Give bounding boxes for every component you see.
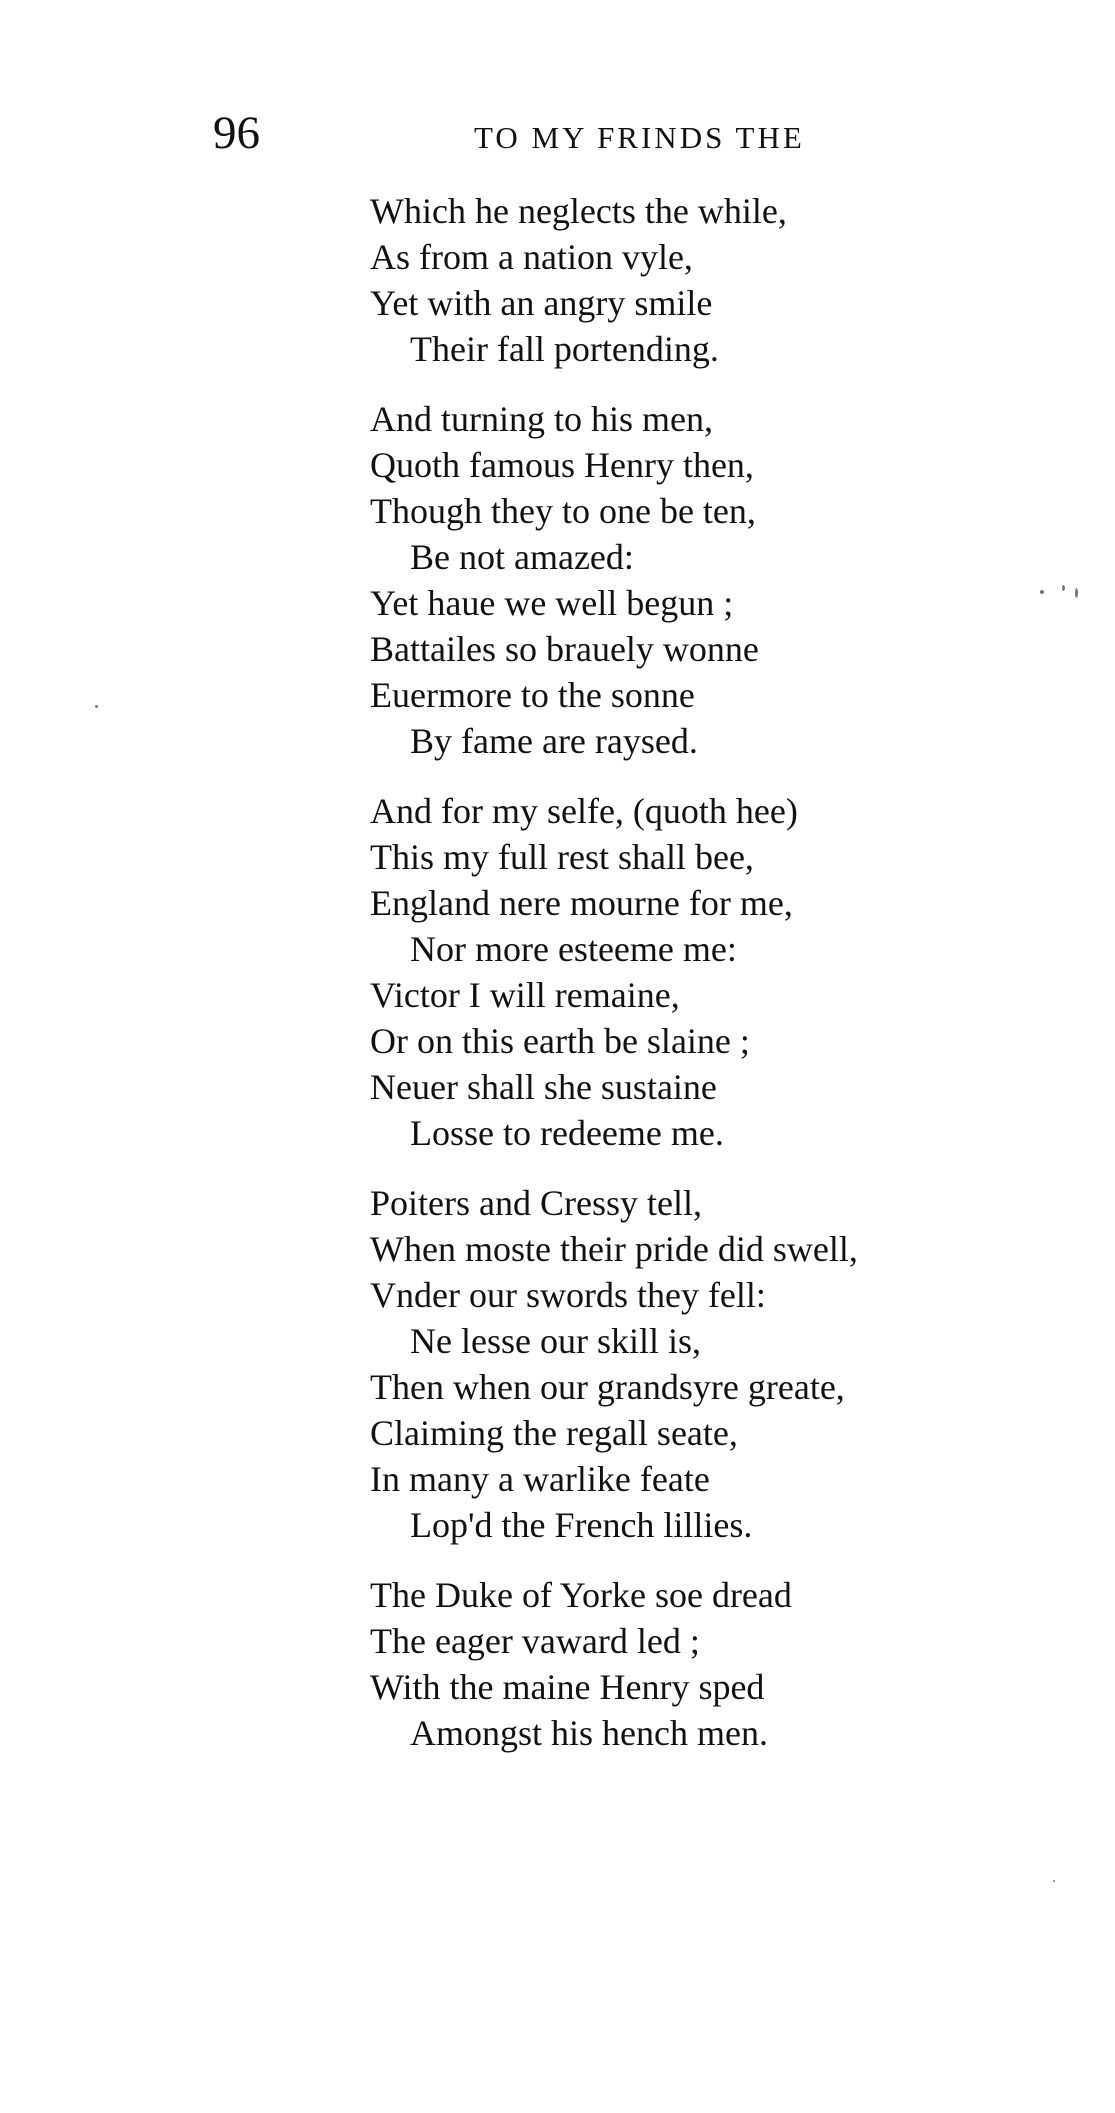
scan-speck bbox=[1040, 590, 1044, 594]
poem-line: Claiming the regall seate, bbox=[370, 1413, 738, 1453]
stanza bbox=[370, 188, 1070, 372]
poem-line: Ne lesse our skill is, bbox=[410, 1321, 701, 1361]
scan-speck bbox=[1062, 585, 1065, 591]
page-number: 96 bbox=[213, 107, 260, 159]
poem-line: Their fall portending. bbox=[410, 329, 719, 369]
poem-line: And turning to his men, bbox=[370, 399, 713, 439]
poem-line: Victor I will remaine, bbox=[370, 975, 680, 1015]
poem-line: By fame are raysed. bbox=[410, 721, 698, 761]
poem-line: The Duke of Yorke soe dread bbox=[370, 1575, 792, 1615]
poem-line: Yet with an angry smile bbox=[370, 283, 713, 323]
running-head: TO MY FRINDS THE bbox=[474, 120, 805, 155]
stanza bbox=[370, 788, 1070, 1156]
poem-line: England nere mourne for me, bbox=[370, 883, 793, 923]
poem-line: Amongst his hench men. bbox=[410, 1713, 768, 1753]
poem-line: The eager vaward led ; bbox=[370, 1621, 700, 1661]
poem-line: Yet haue we well begun ; bbox=[370, 583, 734, 623]
poem-line: Battailes so brauely wonne bbox=[370, 629, 759, 669]
poem-line: In many a warlike feate bbox=[370, 1459, 710, 1499]
poem-line: Quoth famous Henry then, bbox=[370, 445, 754, 485]
poem-line: Then when our grandsyre greate, bbox=[370, 1367, 845, 1407]
poem-line: Losse to redeeme me. bbox=[410, 1113, 724, 1153]
poem-body bbox=[370, 188, 1070, 1780]
poem-line: Euermore to the sonne bbox=[370, 675, 695, 715]
poem-line: Or on this earth be slaine ; bbox=[370, 1021, 750, 1061]
scan-speck bbox=[1053, 1880, 1055, 1882]
poem-line: Lop'd the French lillies. bbox=[410, 1505, 753, 1545]
poem-line: Neuer shall she sustaine bbox=[370, 1067, 717, 1107]
scan-speck bbox=[95, 705, 98, 708]
poem-line: And for my selfe, (quoth hee) bbox=[370, 791, 798, 831]
scan-speck bbox=[1075, 588, 1078, 598]
stanza bbox=[370, 1180, 1070, 1548]
stanza bbox=[370, 396, 1070, 764]
poem-line: Nor more esteeme me: bbox=[410, 929, 737, 969]
poem-line: Which he neglects the while, bbox=[370, 191, 787, 231]
poem-line: When moste their pride did swell, bbox=[370, 1229, 858, 1269]
poem-line: With the maine Henry sped bbox=[370, 1667, 765, 1707]
stanza bbox=[370, 1572, 1070, 1756]
poem-line: Poiters and Cressy tell, bbox=[370, 1183, 702, 1223]
poem-line: Be not amazed: bbox=[410, 537, 634, 577]
poem-line: Vnder our swords they fell: bbox=[370, 1275, 766, 1315]
poem-line: Though they to one be ten, bbox=[370, 491, 756, 531]
poem-line: This my full rest shall bee, bbox=[370, 837, 754, 877]
poem-line: As from a nation vyle, bbox=[370, 237, 693, 277]
